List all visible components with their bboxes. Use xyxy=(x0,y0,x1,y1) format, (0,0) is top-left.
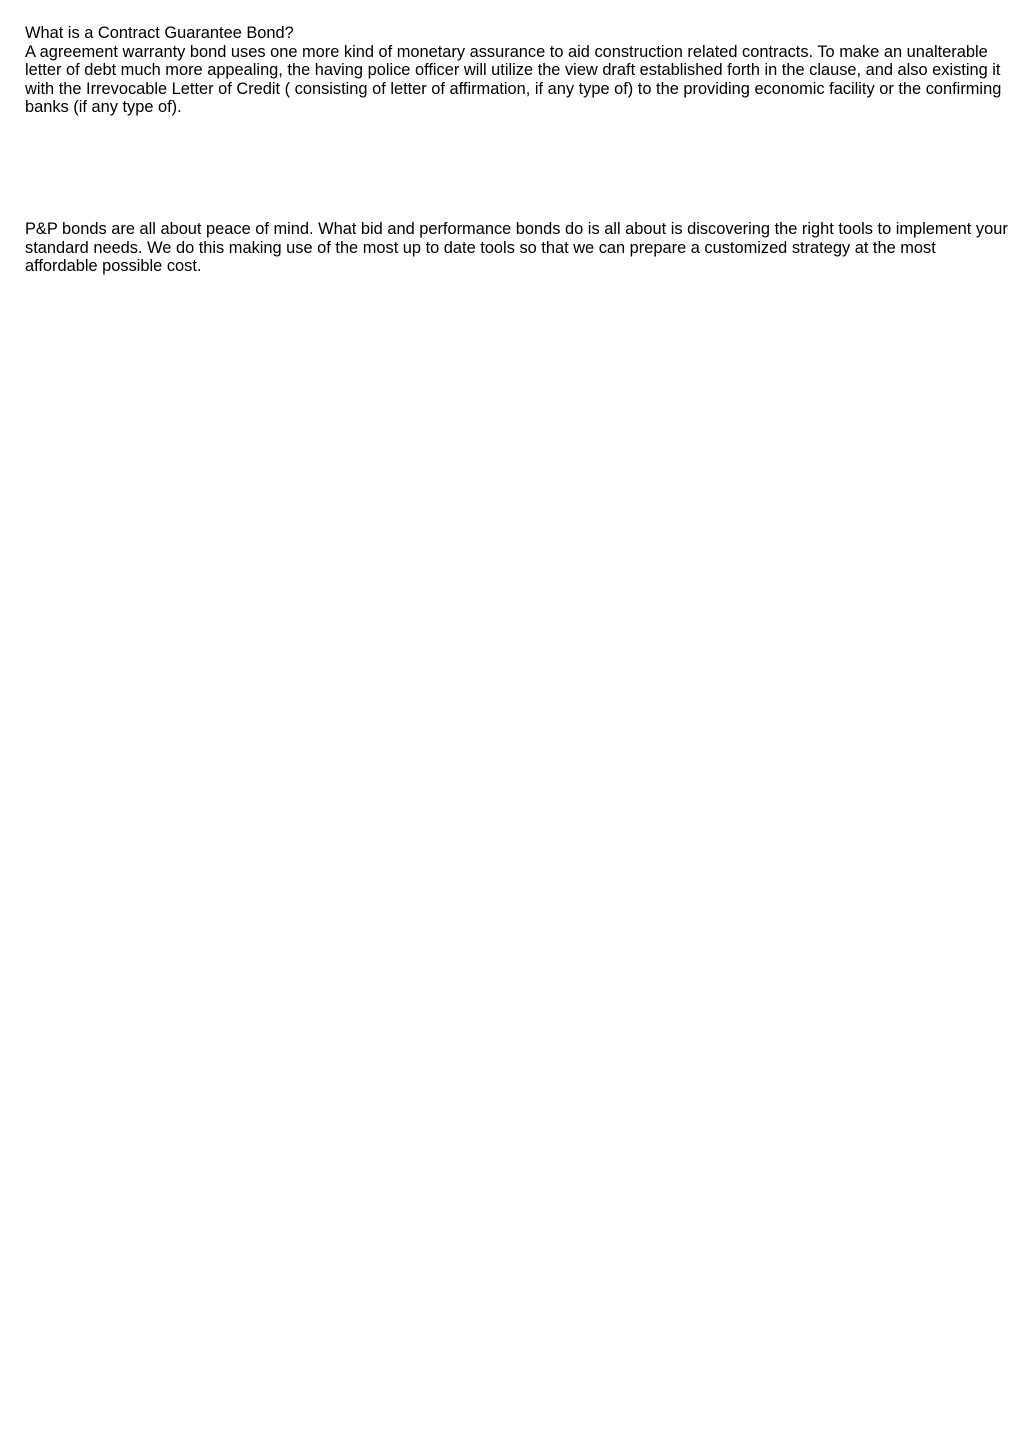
paragraph-pp-bonds: P&P bonds are all about peace of mind. What bid and performance bonds do is all about is discovering the right tools to implement your standard needs. We do this making use of the most up to date tools so that we can prepare a customized strategy at the most affordable possible cost. xyxy=(25,220,1008,275)
section-pp-bonds xyxy=(25,220,1010,276)
section-contract-guarantee-bond xyxy=(25,24,1010,117)
document-heading: What is a Contract Guarantee Bond? xyxy=(25,24,294,42)
paragraph-agreement-warranty: A agreement warranty bond uses one more kind of monetary assurance to aid construction related contracts. To make an unalterable letter of debt much more appealing, the having police officer will utilize the view draft established forth in the clause, and also existing it with the Irrevocable Letter of Credit ( consisting of letter of affirmation, if any type of) to the providing economic facility or the confirming banks (if any type of). xyxy=(25,42,1002,116)
